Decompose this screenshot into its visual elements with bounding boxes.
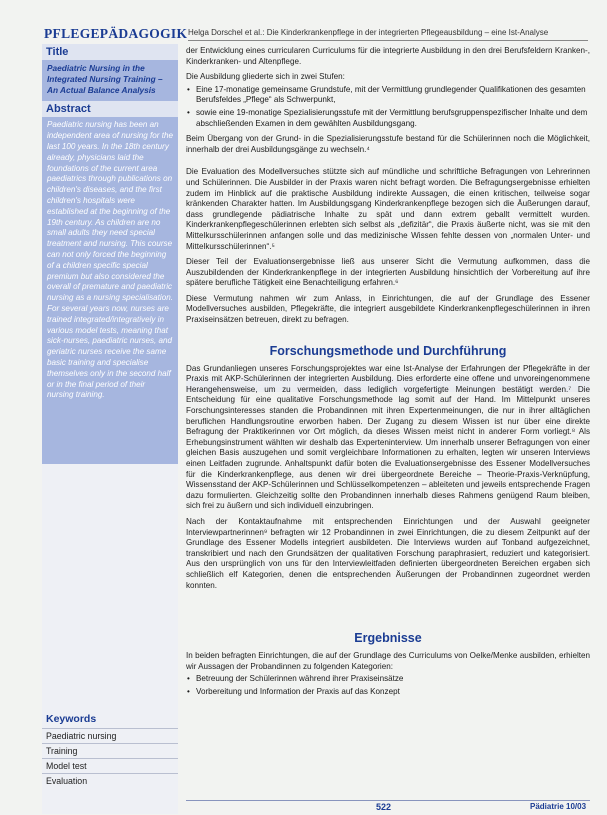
results-lead: In beiden befragten Einrichtungen, die auf der Grundlage des Curriculums von Oelke/Menke ausbilden, erhielten wir Aussagen der Probandinnen zu folgenden Kategorien: — [186, 651, 590, 671]
page-number: 522 — [376, 802, 392, 812]
journal-brand: PFLEGEPÄDAGOGIK — [44, 26, 188, 41]
transition-paragraph: Beim Übergang von der Grund- in die Spezialisierungsstufe bestand für die Schülerinnen noch die Möglichkeit, innerhalb der drei Ausbildungsgänge zu wechseln.⁴ — [186, 134, 590, 154]
running-head: Helga Dorschel et al.: Die Kinderkrankenpflege in der integrierten Pflegeausbildung – eine Ist-Analyse — [188, 28, 588, 41]
keyword-item: Paediatric nursing — [42, 728, 178, 743]
keyword-item: Evaluation — [42, 773, 178, 788]
abstract-heading: Abstract — [42, 101, 178, 117]
keywords-heading: Keywords — [46, 713, 97, 725]
evaluation-paragraph-3: Diese Vermutung nahmen wir zum Anlass, in Einrichtungen, die auf der Grundlage des Essener Modellversuches ausbilden, Pflegekräfte, die integriert ausgebildete Kinderkrankenpflegeschülerinnen in ihren Praxiseinsätzen betreuen, direkt zu befragen. — [186, 293, 590, 325]
list-item: • Eine 17-monatige gemeinsame Grundstufe, mit der Vermittlung grundlegender Qualifikationen des gesamten Berufsfeldes „Pflege“ als Schwerpunkt, — [186, 85, 590, 106]
structure-lead: Die Ausbildung gliederte sich in zwei Stufen: — [186, 72, 345, 82]
english-title: Paediatric Nursing in the Integrated Nursing Training – An Actual Balance Analysis — [47, 63, 163, 95]
evaluation-paragraph-2: Dieser Teil der Evaluationsergebnisse ließ aus unserer Sicht die Vermutung aufkommen, dass die Auszubildenden der Kinderkrankenpflege in der integrierten Ausbildung hinsichtlich der Vorbereitung auf ihre spätere berufliche Tätigkeit eine Benachteiligung erfahren.⁶ — [186, 257, 590, 288]
sidebar-panel — [42, 44, 178, 464]
evaluation-paragraph-1: Die Evaluation des Modellversuches stützte sich auf mündliche und schriftliche Befragungen von Lehrerinnen und Schülerinnen. Die Ausbilder in der Praxis waren nicht befragt worden. Die Befragungsergebnisse erhielten zudem im Hinblick auf die praktische Ausbildung indirekte Aussagen, die einen kritischen, teilweise sogar kränkenden Charakter hatten. Im Ausbildungsgang Kinderkrankenpflege bezogen sich die Äußerungen darauf, dass grundlegende pädiatrische Inhalte zu spät und dann extrem geballt vermittelt wurden. Kinderkrankenpflegeschülerinnen erlebten sich selbst als „defizitär“, die Praxis äußerte nicht, was sie mit den Mittelkursschülerinnen anfangen solle und das medizinische Wissen fehlte dessen von „normalen Unter- und Mittelkursschülerinnen“.⁵ — [186, 167, 590, 251]
journal-issue: Pädiatrie 10/03 — [530, 802, 587, 811]
results-list — [186, 674, 590, 697]
footer-rule — [186, 800, 590, 801]
method-paragraph-2: Nach der Kontaktaufnahme mit entsprechenden Einrichtungen und der Auswahl geeigneter Interviewpartnerinnen⁹ befragten wir 12 Probandinnen in zwei Einrichtungen, die zu diesem Zeitpunkt auf der Grundlage des Essener Modells integriert ausbildeten. Die Interviews wurden auf Tonband aufgezeichnet, transkribiert und nach den Grundsätzen der qualitativen Forschung paraphrasiert, reduziert und kategorisiert. Aus den ursprünglich von uns für den Interviewleitfaden definierten übergeordneten Bereichen ergaben sich schließlich elf Kategorien, denen die entsprechenden Äußerungen der Probandinnen zugeordnet werden konnten. — [186, 516, 590, 590]
title-heading: Title — [42, 44, 178, 60]
structure-list — [186, 85, 590, 129]
keyword-item: Model test — [42, 758, 178, 773]
method-paragraph-1: Das Grundanliegen unseres Forschungsprojektes war eine Ist-Analyse der Erfahrungen der Pflegekräfte in der Praxis mit AKP-Schülerinnen der integrierten Ausbildung. Dies erforderte eine offene und unvoreingenommene Herangehensweise, um zu vermeiden, dass lediglich vorgefertigte Meinungen bestätigt werden.⁷ Die Entscheidung für eine qualitative Forschungsmethode lag somit auf der Hand. Im Mittelpunkt unseres Forschungsinteresses standen die Probandinnen mit ihren Expertenmeinungen, die nur in ihrer alltäglichen beruflichen Handlungsroutine erworben haben. Der Zugang zu diesem Wissen ist nur über eine direkte Befragung der Praktikerinnen vor Ort möglich, da dieses Wissen meist nicht in anderer Form vorliegt.⁸ Als Erhebungsinstrument wählten wir deshalb das Experteninterview. Um innerhalb unserer Befragungen von einer gleichen Basis auszugehen und somit vergleichbare Informationen zu erhalten, legten wir unseren Interviews einen Leitfaden zugrunde. Anhaltspunkt dafür boten die Evaluationsergebnisse des Essener Modellversuches für die Kinderkrankenpflege, aus denen wir drei übergeordnete Bereiche – Theorie-Praxis-Verknüpfung, Wissensstand der AKP-Schülerinnen und Schlüsselkompetenzen – ableiteten und jeweils entsprechende Fragen dazu formulierten. Gleichzeitig sollte den Probandinnen innerhalb dieses Rahmens genügend Raum bleiben, sich frei zu äußern und sich individuell einzubringen. — [186, 363, 590, 511]
intro-paragraph: der Entwicklung eines curricularen Curriculums für die integrierte Ausbildung in den drei Berufsfeldern Kranken-, Kinderkranken- und Altenpflege. — [186, 46, 590, 66]
list-item: • Vorbereitung und Information der Praxis auf das Konzept — [186, 687, 590, 698]
list-item: • Betreuung der Schülerinnen während ihrer Praxiseinsätze — [186, 674, 590, 685]
main-column — [186, 46, 590, 703]
method-heading: Forschungsmethode und Durchführung — [269, 343, 507, 358]
list-item: • sowie eine 19-monatige Spezialisierungsstufe mit der Vermittlung berufsgruppenspezifischer Inhalte und dem abschließenden Examen in dem gewählten Ausbildungsgang. — [186, 108, 590, 129]
results-heading: Ergebnisse — [354, 631, 422, 646]
abstract-text: Paediatric nursing has been an independent area of nursing for the last 100 years. In the 18th century already, physicians laid the foundations of the current area paediatrics through publications on children's diseases, and the first children's hospitals were established at the beginning of the 19th century. As children are no small adults they need special treatment and nursing. This course can not only forced the beginning of a children specific special premium but also considered the overall of premature and paediatric nursing as a nursing specialisation. For several years now, nurses are trained integrated/integratively in various model tests, meaning that sick-nurses, paediatric nurses, and geriatric nurses receive the same basic training and specialise themselves only in the second half or in the final period of their nursing training. — [47, 120, 173, 400]
keyword-item: Training — [42, 743, 178, 758]
keywords-box — [42, 713, 178, 788]
